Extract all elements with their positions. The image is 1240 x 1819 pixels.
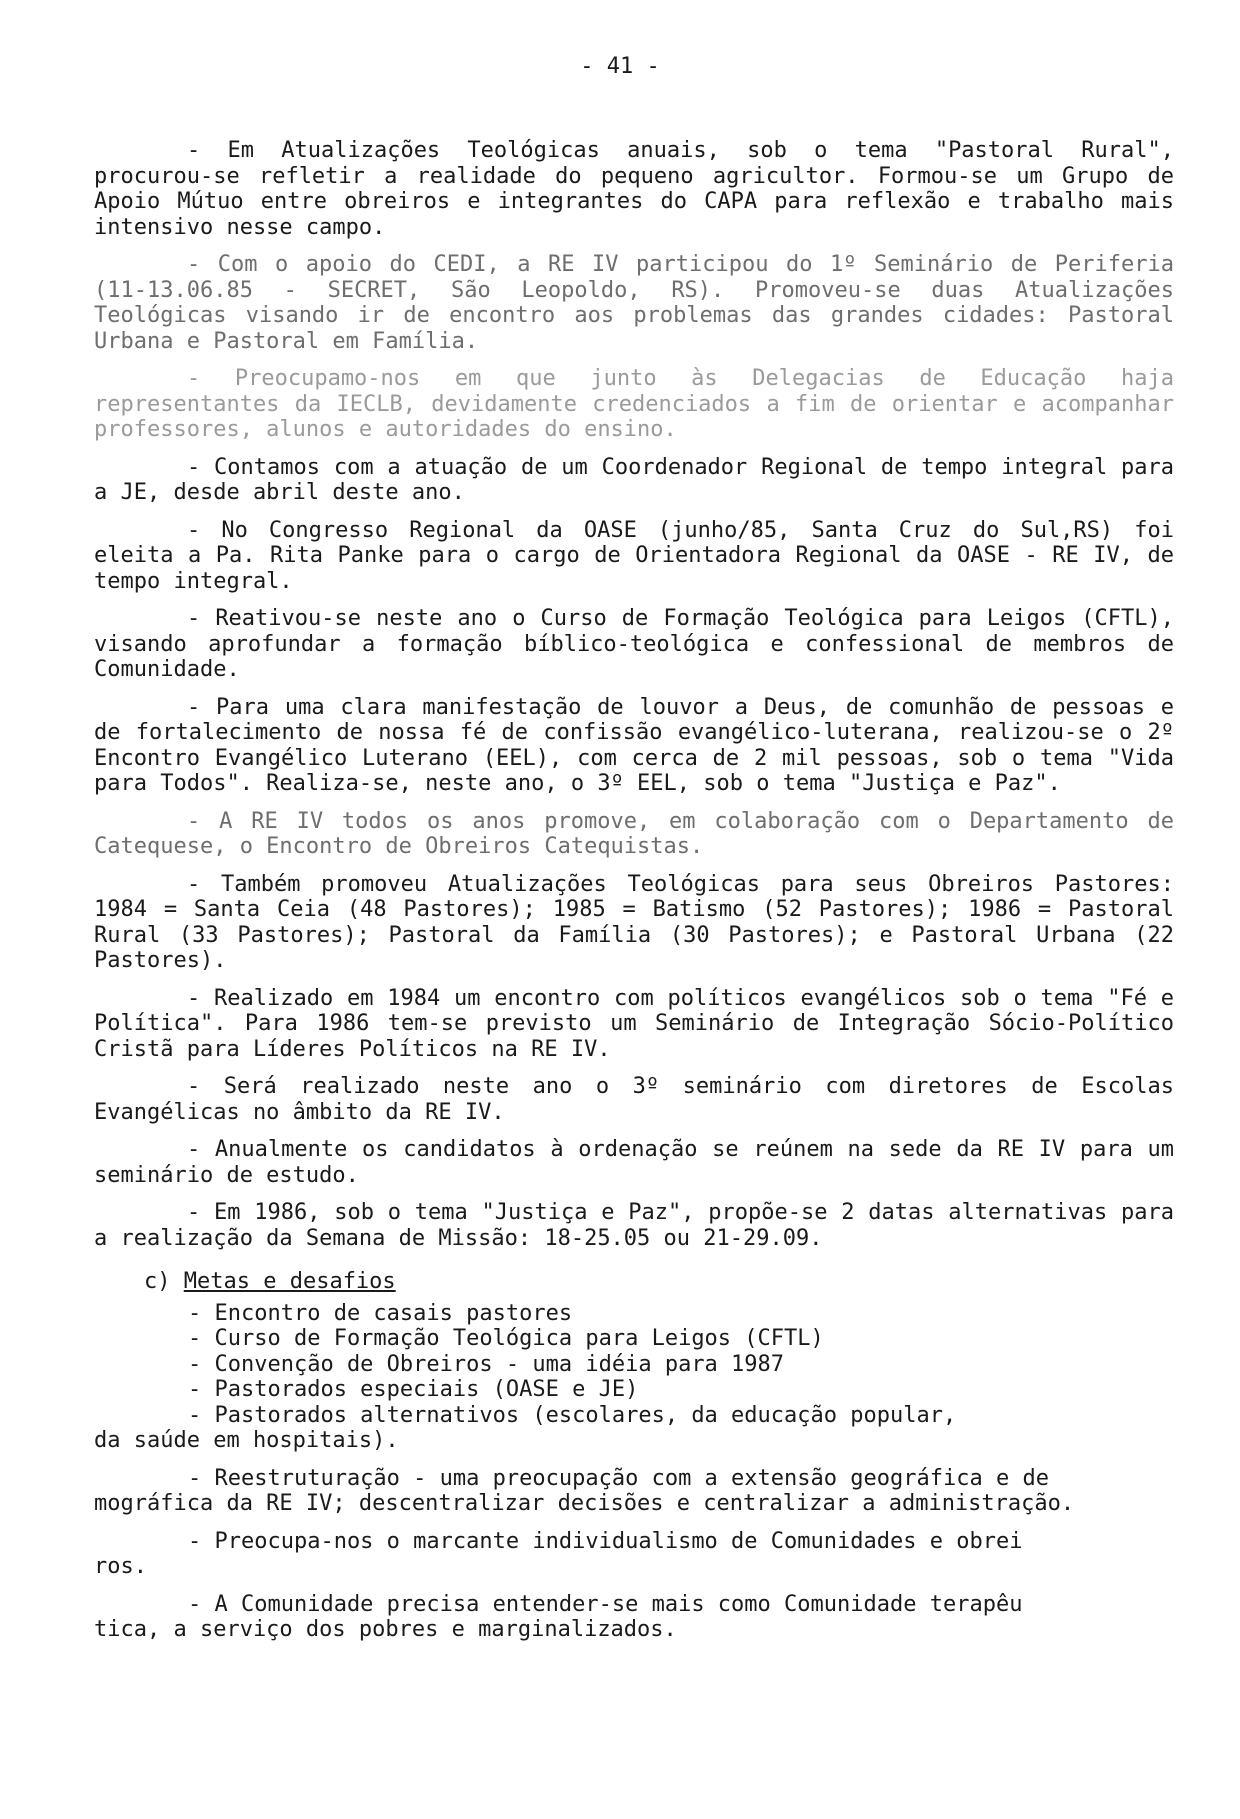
paragraph-regional-coordinator (94, 455, 1174, 506)
paragraph-mission-week (94, 1200, 1174, 1251)
paragraph-catechists (94, 809, 1174, 860)
paragraph-text: - Em 1986, sob o tema "Justiça e Paz", propõe-se 2 datas alternativas para a realização da Semana de Missão: 18-25.05 ou 21-29.09. (94, 1200, 1174, 1251)
section-title: Metas e desafios (183, 1269, 396, 1294)
goal-item (94, 1403, 1174, 1454)
paragraph-text: - Para uma clara manifestação de louvor a Deus, de comunhão de pessoas e de fortalecimento de nossa fé de confissão evangélico-luterana, realizou-se o 2º Encontro Evangélico Luterano (EEL), com cerca de 2 mil pessoas, sob o tema "Vida para Todos". Realiza-se, neste ano, o 3º EEL, sob o tema "Justiça e Paz". (94, 694, 1174, 796)
challenge-item (94, 1466, 1174, 1517)
challenge-item-continuation: mográfica da RE IV; descentralizar decisões e centralizar a administração. (94, 1491, 1075, 1516)
paragraph-education-delegacies (94, 366, 1174, 443)
challenge-item (94, 1592, 1174, 1643)
paragraph-text: - Anualmente os candidatos à ordenação se reúnem na sede da RE IV para um seminário de estudo. (94, 1137, 1174, 1188)
paragraph-text: - A RE IV todos os anos promove, em colaboração com o Departamento de Catequese, o Encontro de Obreiros Catequistas. (94, 808, 1174, 859)
goal-item: - Encontro de casais pastores (188, 1300, 573, 1326)
paragraph-text: - Com o apoio do CEDI, a RE IV participou do 1º Seminário de Periferia (11-13.06.85 - SECRET, São Leopoldo, RS). Promoveu-se duas Atualizações Teológicas visando ir de encontro aos problemas das grandes cidades: Pastoral Urbana e Pastoral em Família. (94, 252, 1174, 354)
paragraph-school-directors (94, 1074, 1174, 1125)
paragraph-pastoral-rural (94, 138, 1174, 240)
challenge-item-lead: - A Comunidade precisa entender-se mais como Comunidade terapêu (188, 1591, 1023, 1617)
section-heading (144, 1269, 1174, 1295)
paragraph-cedi-seminar (94, 252, 1174, 354)
paragraph-text: - No Congresso Regional da OASE (junho/85, Santa Cruz do Sul,RS) foi eleita a Pa. Rita Panke para o cargo de Orientadora Regional da OASE - RE IV, de tempo integral. (94, 517, 1174, 594)
paragraph-text: - Também promoveu Atualizações Teológicas para seus Obreiros Pastores: 1984 = Santa Ceia (48 Pastores); 1985 = Batismo (52 Pastores); 1986 = Pastoral Rural (33 Pastores); Pastoral da Família (30 Pastores); e Pastoral Urbana (22 Pastores). (94, 871, 1174, 973)
paragraph-oase-congress (94, 518, 1174, 595)
paragraph-text: - Realizado em 1984 um encontro com políticos evangélicos sob o tema "Fé e Política". Para 1986 tem-se previsto um Seminário de Integração Sócio-Político Cristã para Líderes Políticos na RE IV. (94, 985, 1174, 1062)
paragraph-politicians (94, 986, 1174, 1063)
paragraph-theological-updates (94, 872, 1174, 974)
goal-item-lead: - Pastorados alternativos (escolares, da educação popular, (188, 1402, 957, 1428)
challenge-item (94, 1529, 1174, 1580)
paragraph-cftl (94, 606, 1174, 683)
paragraph-text: - Em Atualizações Teológicas anuais, sob o tema "Pastoral Rural", procurou-se refletir a realidade do pequeno agricultor. Formou-se um Grupo de Apoio Mútuo entre obreiros e integrantes do CAPA para reflexão e trabalho mais intensivo nesse campo. (94, 138, 1174, 240)
paragraph-text: - Será realizado neste ano o 3º seminário com diretores de Escolas Evangélicas no âmbito da RE IV. (94, 1074, 1174, 1125)
section-prefix: c) (144, 1269, 171, 1294)
goal-item-continuation: da saúde em hospitais). (94, 1428, 399, 1453)
paragraph-ordination-candidates (94, 1137, 1174, 1188)
paragraph-text: - Reativou-se neste ano o Curso de Formação Teológica para Leigos (CFTL), visando aprofundar a formação bíblico-teológica e confessional de membros de Comunidade. (94, 606, 1174, 682)
paragraph-eel (94, 695, 1174, 797)
goal-item: - Pastorados especiais (OASE e JE) (188, 1377, 639, 1402)
goal-item: - Curso de Formação Teológica para Leigos (CFTL) (188, 1326, 824, 1351)
challenge-item-lead: - Reestruturação - uma preocupação com a extensão geográfica e de (188, 1465, 1049, 1491)
paragraph-text: - Contamos com a atuação de um Coordenador Regional de tempo integral para a JE, desde abril deste ano. (94, 454, 1174, 505)
challenge-item-continuation: tica, a serviço dos pobres e marginalizados. (94, 1617, 677, 1642)
page-number: - 41 - (580, 54, 660, 79)
document-body (94, 138, 1174, 1643)
paragraph-text: - Preocupamo-nos em que junto às Delegacias de Educação haja representantes da IECLB, devidamente credenciados a fim de orientar e acompanhar professores, alunos e autoridades do ensino. (94, 366, 1174, 442)
challenge-item-lead: - Preocupa-nos o marcante individualismo de Comunidades e obrei (188, 1528, 1023, 1554)
goal-item: - Convenção de Obreiros - uma idéia para 1987 (188, 1351, 785, 1377)
goals-list (94, 1301, 1174, 1643)
challenge-item-continuation: ros. (94, 1554, 147, 1579)
